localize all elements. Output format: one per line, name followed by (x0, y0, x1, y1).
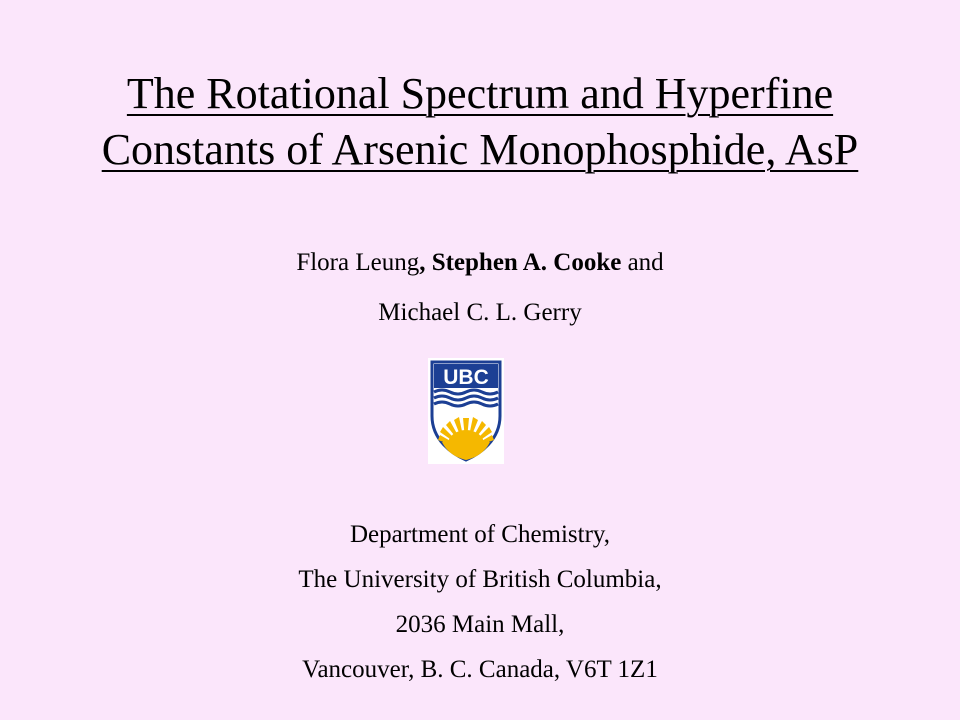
ubc-shield-logo-icon (428, 358, 504, 464)
ubc-logo-text: UBC (443, 366, 489, 389)
address-university: The University of British Columbia, (298, 566, 662, 593)
author-michael-gerry: Michael C. L. Gerry (378, 299, 582, 326)
slide-title (0, 66, 960, 178)
address-street: 2036 Main Mall, (395, 611, 565, 638)
author-conjunction: and (621, 249, 664, 276)
author-separator: , (419, 249, 432, 276)
author-line-1 (0, 238, 960, 288)
affiliation-address (0, 512, 960, 692)
author-stephen-cooke: Stephen A. Cooke (431, 249, 622, 276)
ubc-logo (428, 358, 504, 464)
address-city: Vancouver, B. C. Canada, V6T 1Z1 (302, 656, 658, 683)
author-list (0, 238, 960, 338)
author-line-2 (0, 288, 960, 338)
address-department: Department of Chemistry, (349, 521, 611, 548)
title-line-1: The Rotational Spectrum and Hyperfine (126, 69, 834, 118)
author-flora-leung: Flora Leung (296, 249, 420, 276)
title-line-2: Constants of Arsenic Monophosphide, AsP (101, 125, 859, 174)
